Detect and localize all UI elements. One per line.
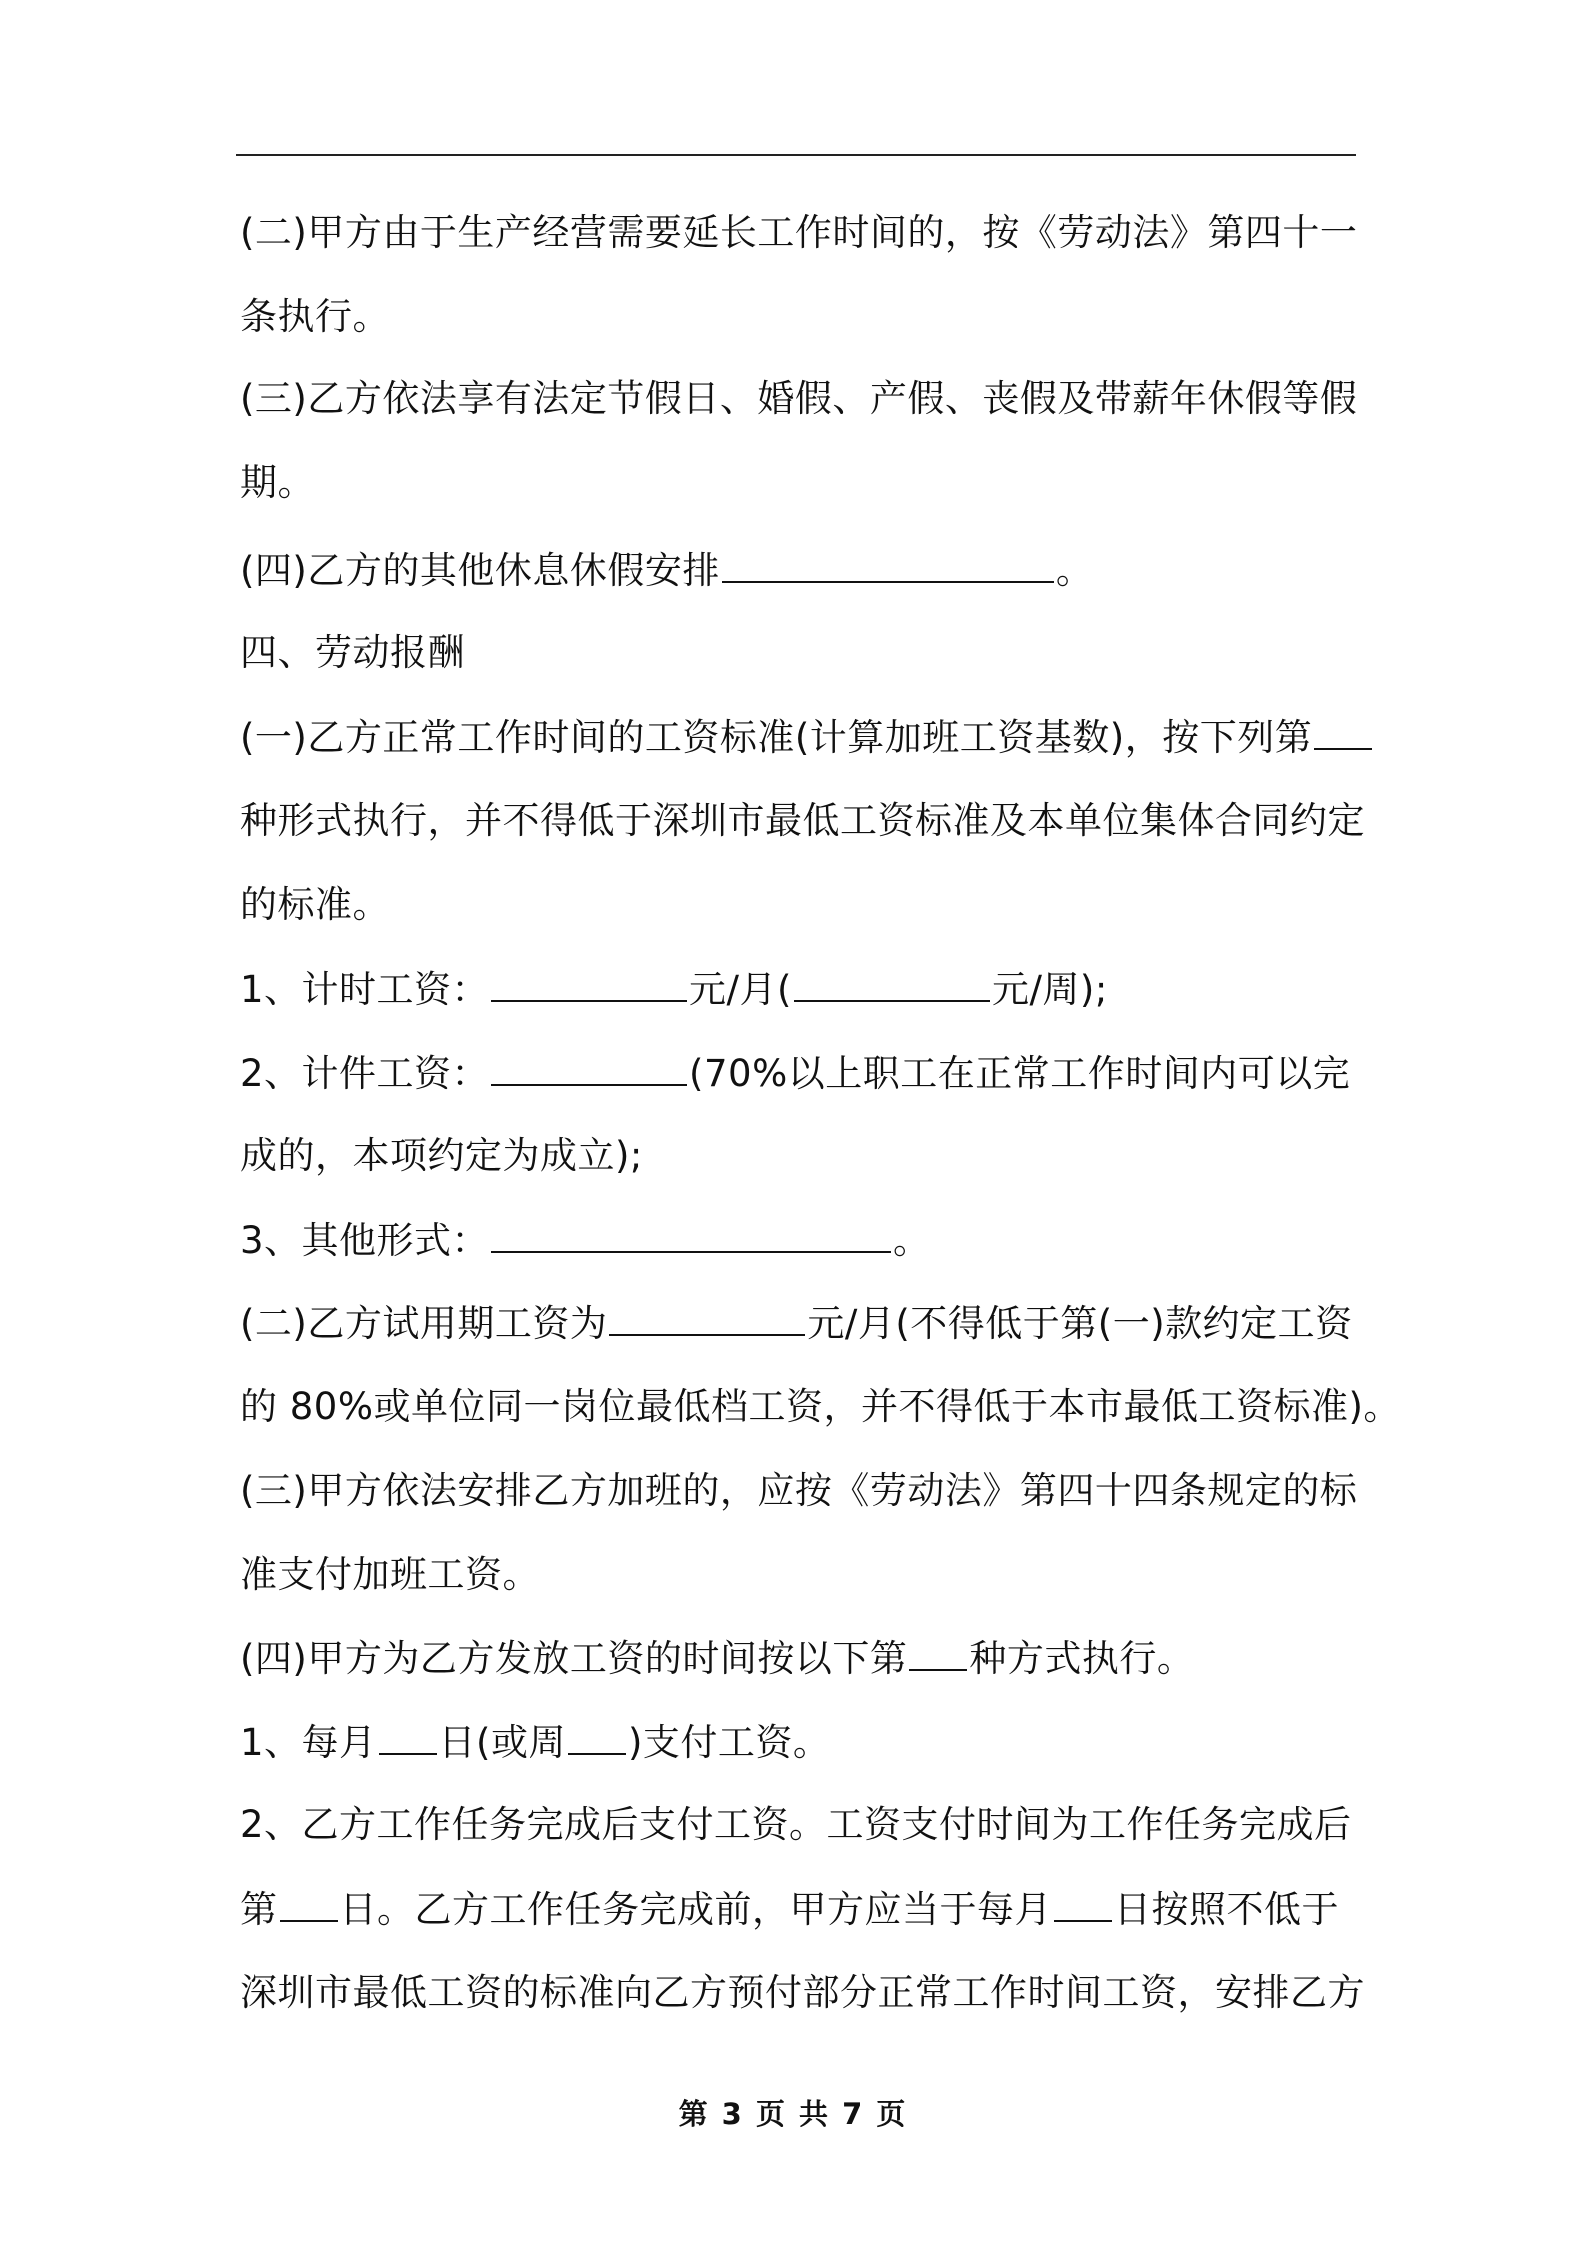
text-line (240, 1968, 1365, 2018)
paragraph-text: (三)甲方依法安排乙方加班的，应按《劳动法》第四十四条规定的标 (240, 1469, 1358, 1512)
paragraph-text: 日按照不低于 (1114, 1888, 1339, 1931)
fill-blank[interactable] (491, 964, 687, 1002)
paragraph-text: 日(或周 (438, 1721, 566, 1764)
paragraph-text: (四)乙方的其他休息休假安排 (240, 549, 720, 592)
paragraph-text: 日。乙方工作任务完成前，甲方应当于每月 (339, 1888, 1052, 1931)
paragraph-text: 元/周); (991, 968, 1108, 1011)
fill-blank[interactable] (609, 1298, 805, 1336)
fill-blank[interactable] (722, 545, 1054, 583)
paragraph-text: 成的，本项约定为成立); (240, 1134, 643, 1177)
text-line (240, 1633, 1194, 1683)
fill-blank[interactable] (909, 1633, 967, 1671)
text-line (240, 1215, 931, 1265)
paragraph-text: 种形式执行，并不得低于深圳市最低工资标准及本单位集体合同约定 (240, 799, 1365, 842)
text-line (240, 1717, 830, 1767)
fill-blank[interactable] (568, 1717, 626, 1755)
text-line (240, 458, 315, 508)
section-heading (240, 628, 465, 678)
text-line (240, 796, 1365, 846)
text-line (240, 1550, 540, 1600)
text-line (240, 1048, 1350, 1098)
text-line (240, 1466, 1357, 1516)
paragraph-text: 元/月( (689, 968, 792, 1011)
text-line (240, 1800, 1352, 1850)
paragraph-text: 。 (1055, 549, 1094, 592)
paragraph-text: 第 (240, 1888, 278, 1931)
paragraph-text: 的 80%或单位同一岗位最低档工资，并不得低于本市最低工资标准)。 (240, 1385, 1401, 1428)
fill-blank[interactable] (794, 964, 990, 1002)
paragraph-text: 3、其他形式： (240, 1219, 490, 1262)
paragraph-text: 2、乙方工作任务完成后支付工资。工资支付时间为工作任务完成后 (240, 1803, 1352, 1846)
text-line (240, 292, 390, 342)
paragraph-text: (一)乙方正常工作时间的工资标准(计算加班工资基数)，按下列第 (240, 716, 1313, 759)
paragraph-text: 1、每月 (240, 1721, 377, 1764)
text-line (240, 880, 390, 930)
text-line (240, 1382, 1401, 1432)
text-line (240, 1131, 643, 1181)
heading-text: 四、劳动报酬 (240, 631, 465, 674)
paragraph-text: 条执行。 (240, 295, 390, 338)
paragraph-text: 的标准。 (240, 883, 390, 926)
fill-blank[interactable] (379, 1717, 437, 1755)
text-line (240, 964, 1108, 1014)
text-line (240, 1884, 1339, 1934)
text-line (240, 1298, 1353, 1348)
fill-blank[interactable] (491, 1048, 687, 1086)
paragraph-text: (三)乙方依法享有法定节假日、婚假、产假、丧假及带薪年休假等假 (240, 377, 1358, 420)
paragraph-text: 元/月(不得低于第(一)款约定工资 (807, 1302, 1353, 1345)
paragraph-text: (二)甲方由于生产经营需要延长工作时间的，按《劳动法》第四十一 (240, 211, 1358, 254)
paragraph-text: 准支付加班工资。 (240, 1553, 540, 1596)
text-line (240, 374, 1357, 424)
fill-blank[interactable] (1314, 712, 1372, 750)
paragraph-text: 种方式执行。 (969, 1637, 1195, 1680)
page-number-footer: 第 3 页 共 7 页 (678, 2097, 908, 2131)
fill-blank[interactable] (1054, 1884, 1112, 1922)
header-rule (236, 154, 1356, 156)
fill-blank[interactable] (280, 1884, 338, 1922)
fill-blank[interactable] (491, 1215, 891, 1253)
paragraph-text: 。 (893, 1219, 931, 1262)
paragraph-text: 深圳市最低工资的标准向乙方预付部分正常工作时间工资，安排乙方 (240, 1971, 1365, 2014)
paragraph-text: 期。 (240, 461, 315, 504)
paragraph-text: 1、计时工资： (240, 968, 490, 1011)
paragraph-text: (四)甲方为乙方发放工资的时间按以下第 (240, 1637, 908, 1680)
paragraph-text: 2、计件工资： (240, 1052, 490, 1095)
text-line (240, 208, 1357, 258)
paragraph-text: (70%以上职工在正常工作时间内可以完 (689, 1052, 1351, 1095)
text-line (240, 712, 1374, 762)
text-line (240, 545, 1093, 595)
paragraph-text: )支付工资。 (627, 1721, 831, 1764)
paragraph-text: (二)乙方试用期工资为 (240, 1302, 608, 1345)
